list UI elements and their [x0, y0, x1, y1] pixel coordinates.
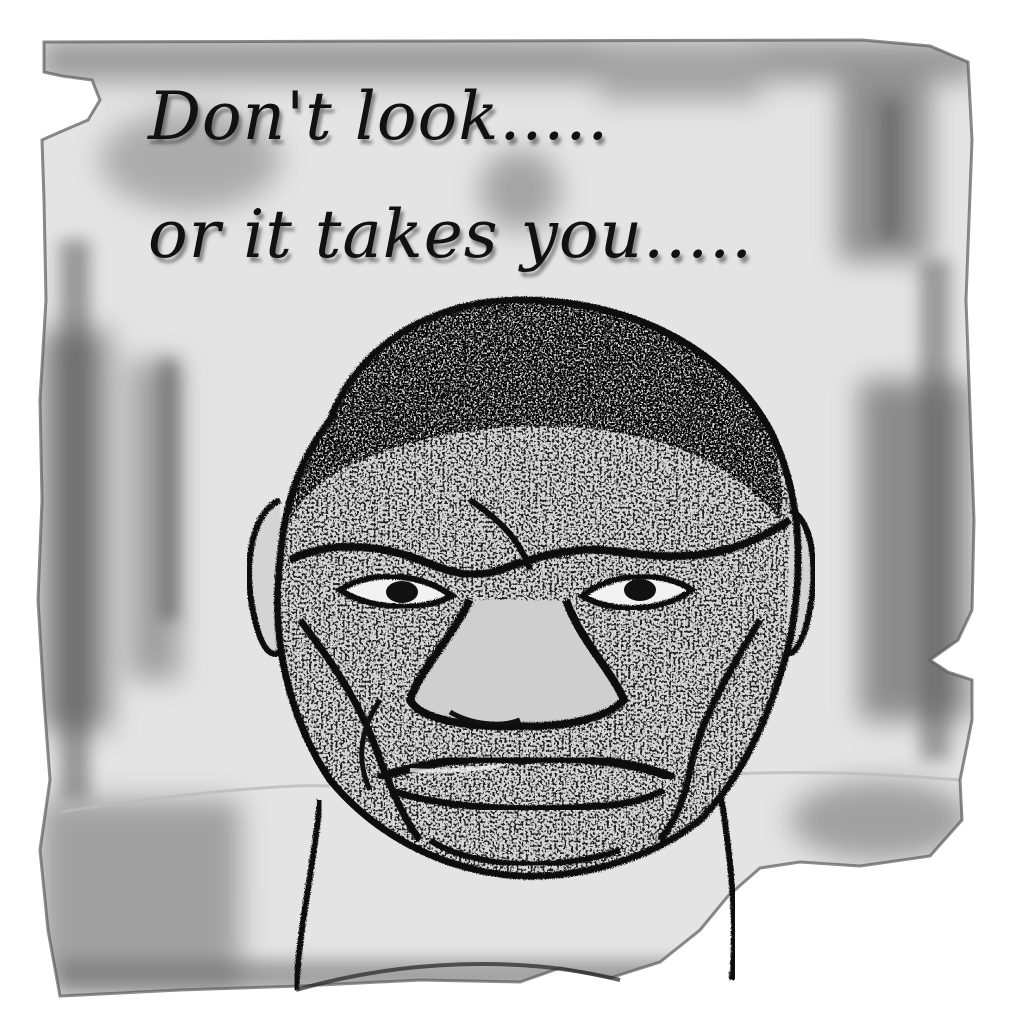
caption-line-2: or it takes you.....: [148, 196, 754, 273]
caption-line-1: Don't look.....: [148, 78, 610, 155]
